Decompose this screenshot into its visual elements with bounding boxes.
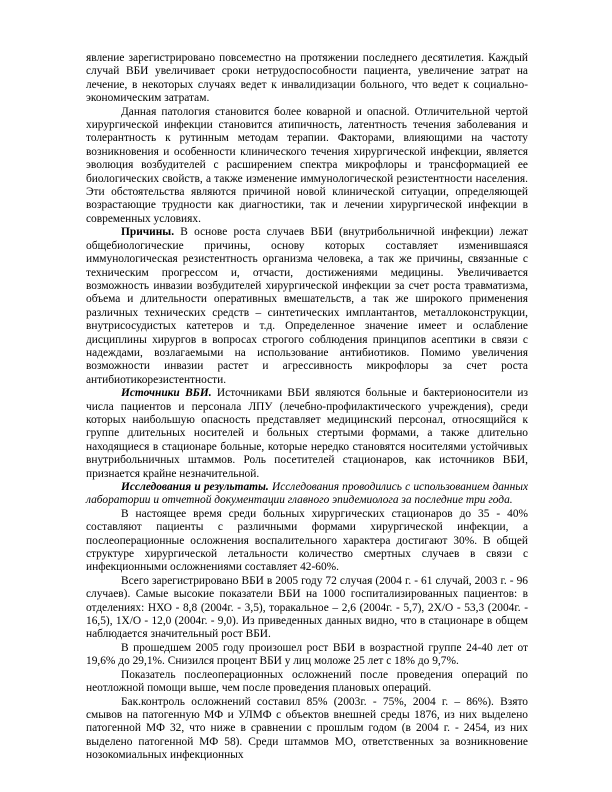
heading-sources: Источники ВБИ. <box>121 387 212 400</box>
paragraph-research-text: Исследования проводились с использованием данных лаборатории и отчетной документации главного эпидемиолога за последние три года. <box>86 481 528 507</box>
paragraph-sources-text: Источниками ВБИ являются больные и бактерионосители из числа пациентов и персонала ЛПУ (лечебно-профилактического учреждения), среди которых наибольшую опасность представляет медицинский персонал, относящийся к группе длительных носителей и больных стертыми формами, а также длительно находящиеся в стационаре больные, которые нередко становятся носителями устойчивых внутрибольничных штаммов. Роль посетителей стационаров, как источников ВБИ, признается крайне незначительной. <box>86 387 528 480</box>
paragraph-causes <box>86 226 528 387</box>
document-page <box>86 52 528 763</box>
paragraph-causes-text: В основе роста случаев ВБИ (внутрибольничной инфекции) лежат общебиологические причины, основу которых составляет изменившаяся иммунологическая резистентность организма человека, а так же причины, связанные с техническим прогрессом и, отчасти, достижениями медицины. Увеличивается возможность инвазии возбудителей хирургической инфекции за счет роста травматизма, объема и длительности оперативных вмешательств, а так же широкого применения различных технических средств – синтетических имплантантов, металлоконструкции, внутрисосудистых катетеров и т.д. Определенное значение имеет и ослабление дисциплины хирургов в вопросах строгого соблюдения принципов асептики в связи с надеждами, возлагаемыми на использование антибиотиков. Помимо увеличения возможности инвазии растет и агрессивность микрофлоры за счет роста антибиотикорезистентности. <box>86 226 528 386</box>
paragraph-intro: явление зарегистрировано повсеместно на протяжении последнего десятилетия. Каждый случай ВБИ увеличивает сроки нетрудоспособности пациента, увеличение затрат на лечение, в некоторых случаях ведет к инвалидизации больного, что ведет к социально-экономическим затратам. <box>86 52 528 105</box>
paragraph-research <box>86 481 528 508</box>
paragraph-statistics: В настоящее время среди больных хирургических стационаров до 35 - 40% составляют пациенты с различными формами хирургической инфекции, а послеоперационные осложнения воспалительного характера достигают 30%. В общей структуре хирургической летальности количество смертных случаев в связи с инфекционными осложнениями составляет 42-60%. <box>86 507 528 574</box>
paragraph-bac-control: Бак.контроль осложнений составил 85% (2003г. - 75%, 2004 г. – 86%). Взято смывов на патогенную МФ и УЛМФ с объектов внешней среды 1876, из них выделено патогенной МФ 32, что ниже в сравнении с прошлым годом (в 2004 г. - 2454, из них выделено патогенной МФ 58). Среди штаммов МО, ответственных за возникновение нозокомиальных инфекционных <box>86 695 528 762</box>
heading-causes: Причины. <box>121 226 175 239</box>
paragraph-age-group: В прошедшем 2005 году произошел рост ВБИ в возрастной группе 24-40 лет от 19,6% до 29,1%. Снизился процент ВБИ у лиц моложе 25 лет с 18% до 9,7%. <box>86 641 528 668</box>
heading-research: Исследования и результаты. <box>121 481 269 493</box>
paragraph-pathology: Данная патология становится более коварной и опасной. Отличительной чертой хирургической инфекции становится атипичность, латентность течения заболевания и толерантность к рутинным методам терапии. Факторами, влияющими на частоту возникновения и особенности клинического течения хирургической инфекции, является эволюция возбудителей с расширением спектра микрофлоры и трансформацией ее биологических свойств, а также изменение иммунологической резистентности населения. Эти обстоятельства являются причиной новой клинической ситуации, определяющей возрастающие трудности как диагностики, так и лечении хирургической инфекции в современных условиях. <box>86 105 528 225</box>
paragraph-complications: Показатель послеоперационных осложнений после проведения операций по неотложной помощи выше, чем после проведения плановых операций. <box>86 668 528 695</box>
paragraph-registered: Всего зарегистрировано ВБИ в 2005 году 72 случая (2004 г. - 61 случай, 2003 г. - 96 случаев). Самые высокие показатели ВБИ на 1000 госпитализированных пациентов: в отделениях: НХО - 8,8 (2004г. - 3,5), торакальное – 2,6 (2004г. - 5,7), 2Х/О - 53,3 (2004г. - 16,5), 1Х/О - 12,0 (2004г. - 9,0). Из приведенных данных видно, что в стационаре в общем наблюдается значительный рост ВБИ. <box>86 574 528 641</box>
paragraph-sources <box>86 387 528 481</box>
